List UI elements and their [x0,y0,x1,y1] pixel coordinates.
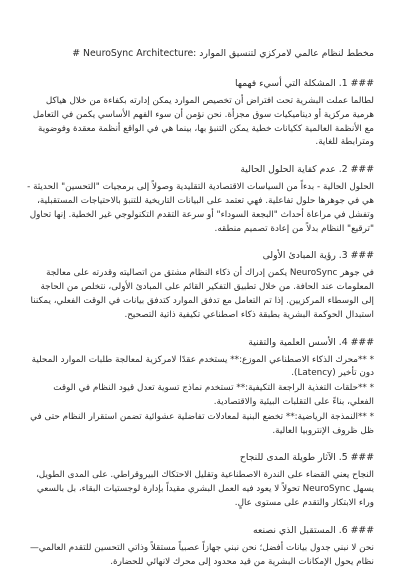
section-paragraph: الحلول الحالية - بدءاً من السياسات الاقتصادية التقليدية وصولاً إلى برمجيات "التحسين" الحديثة - هي في جوهرها حلول تفاعلية. فهي تعتمد على البيانات التاريخية للتنبؤ بالاحتياجات المستقبلية، وتفشل في مراعاة أحداث "البجعة السوداء" أو سرعة التقدم التكنولوجي غير الخطية. إنها تحاول "ترقيع" النظام بدلاً من إعادة تصميم منطقه. [27,182,374,234]
section-heading: ### 4. الأسس العلمية والتقنية [248,336,374,348]
bullet-item: * **النمذجة الرياضية:** تخضع البنية لمعادلات تفاضلية عشوائية تضمن استقرار النظام حتى في ظل ظروف الإنتروبيا العالية. [30,411,374,436]
section-paragraph: في جوهر NeuroSync يكمن إدراك أن ذكاء النظام مشتق من اتصاليته وقدرته على معالجة المعلومات عند الحافة. من خلال تطبيق التفكير القائم على المبادئ الأولى، نتخلص من الحاجة إلى الوسطاء المركزيين. إذا تم التعامل مع تدفق الموارد كتدفق بيانات في الوقت الفعلي، يمكننا استبدال الحوكمة البشرية بطبقة ذكاء اصطناعي تكيفية ذاتية التصحيح. [30,268,374,320]
section-heading: ### 5. الآثار طويلة المدى للنجاح [239,452,374,464]
section-paragraph: نحن لا نبني جدول بيانات أفضل؛ نحن نبني جهازاً عصبياً مستقلاً وذاتي التحسين للتقدم العالمي—نظام يحول الإمكانات البشرية من قيد محدود إلى محرك لانهائي للحضارة. [29,542,374,567]
section-scientific-foundations [26,337,374,439]
section-long-term-impact [26,452,374,510]
section-first-principles [26,250,374,322]
section-heading: ### 6. المستقبل الذي نصنعه [252,524,374,536]
section-heading: ### 2. عدم كفاية الحلول الحالية [240,164,374,176]
section-heading: ### 1. المشكلة التي أسيء فهمها [235,78,374,89]
bullet-item: * **حلقات التغذية الراجعة التكيفية:** تستخدم نماذج تسوية تعدل قيود النظام في الوقت الفعلي، بناءً على التقلبات البيئية والاقتصادية. [53,383,374,407]
section-heading: ### 3. رؤية المبادئ الأولى [262,250,374,262]
bullet-item: * **محرك الذكاء الاصطناعي الموزع:** يستخدم عقدًا لامركزية لمعالجة طلبات الموارد المحلية دون تأخير (Latency). [31,354,374,379]
section-paragraph: لطالما عملت البشرية تحت افتراض أن تخصيص الموارد يمكن إدارته بكفاءة من خلال هياكل هرمية مركزية أو ديناميكيات سوق مجزأة. نحن نؤمن أن سوء الفهم الأساسي يكمن في التعامل مع الأنظمة العالمية ككيانات خطية يمكن التنبؤ بها، بينما هي في الواقع أنظمة معقدة وفوضوية ومترابطة للغاية. [32,96,374,148]
section-future [26,525,374,570]
document-title: # NeuroSync Architecture: مخطط لنظام عالمي لامركزي لتنسيق الموارد [72,48,374,59]
section-paragraph: النجاح يعني القضاء على الندرة الاصطناعية وتقليل الاحتكاك البيروقراطي. على المدى الطويل، يسهل NeuroSync تحولاً لا يعود فيه العمل البشري مقيداً بإدارة لوجستيات البقاء، بل بالسعي وراء الابتكار والتقدم على مستوى عالٍ. [35,470,374,508]
section-current-solutions [26,164,374,236]
section-problem [26,78,374,150]
